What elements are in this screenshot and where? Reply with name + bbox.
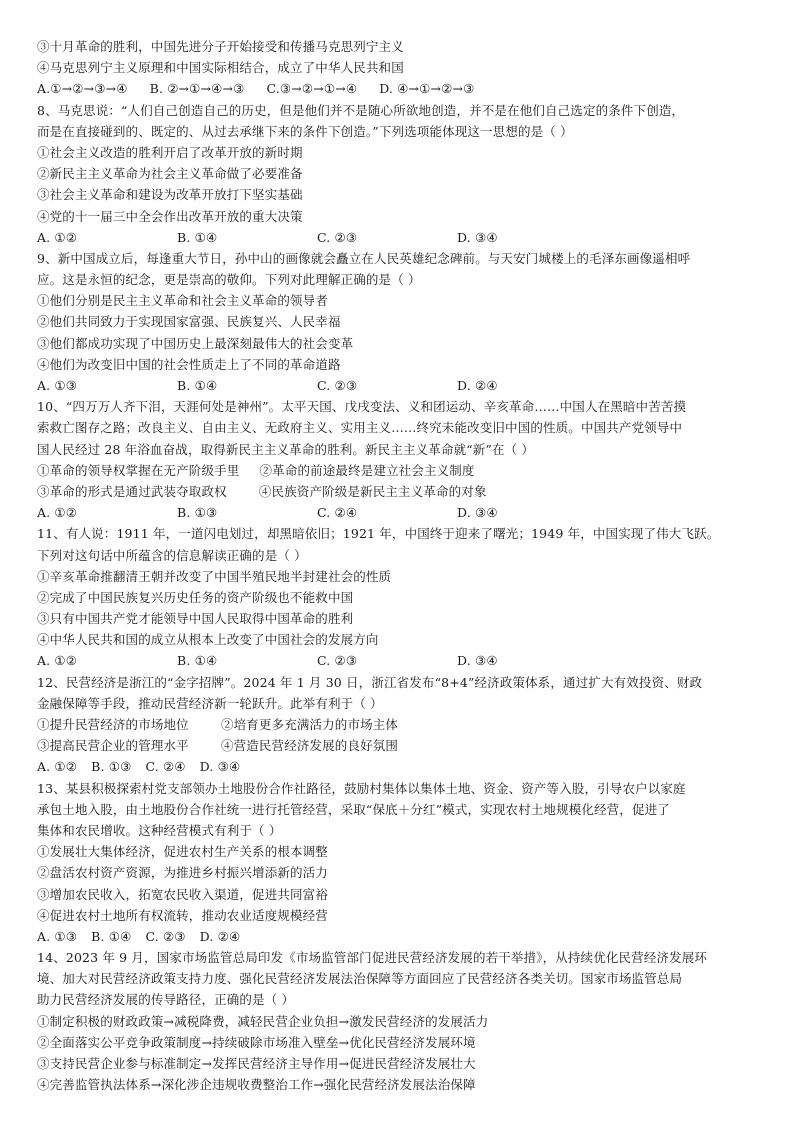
q8-option-d: D. ③④	[457, 229, 498, 245]
q10-items-row-2	[37, 481, 762, 502]
q14-item-1: ①制定积极的财政政策→减税降费，减轻民营企业负担→激发民营经济的发展活力	[37, 1013, 489, 1029]
q10-option-d: D. ③④	[457, 505, 498, 521]
q7-option-a: A.①→②→③→④	[37, 81, 128, 97]
q9-option-d: D. ②④	[457, 378, 498, 393]
q8-item-2: ②新民主主义革命为社会主义革命做了必要准备	[37, 166, 303, 182]
q7-option-d: D. ④→①→②→③	[379, 81, 475, 97]
q13-item-3: ③增加农民收入，拓宽农民收入渠道，促进共同富裕	[37, 886, 328, 902]
q12-item-3: ③提高民营企业的管理水平	[37, 738, 189, 754]
q12-item-4: ④营造民营经济发展的良好氛围	[220, 738, 399, 754]
q14-stem-line-3: 助力民营经济发展的传导路径，正确的是（ ）	[37, 992, 295, 1008]
q13-item-2: ②盘活农村资产资源，为推进乡村振兴增添新的活力	[37, 865, 328, 881]
q10-item-1: ①革命的领导权掌握在无产阶级手里	[37, 462, 240, 478]
q10-options	[37, 502, 762, 523]
q13-stem-line-2: 承包土地入股，由土地股份合作社统一进行托管经营，采取“保底＋分红”模式，实现农村土地规模化经营，促进了	[37, 801, 670, 817]
exam-page	[37, 36, 762, 1095]
q12-items-row-2	[37, 735, 762, 756]
q12-item-2: ②培育更多充满活力的市场主体	[220, 717, 399, 732]
q11-stem-line-1: 11、有人说：1911 年，一道闪电划过，却黑暗依旧；1921 年，中国终于迎来了曙光；1949 年，中国实现了伟大飞跃。	[37, 526, 720, 542]
q7-option-c: C.③→②→①→④	[266, 81, 358, 97]
q12-items-row-1	[37, 714, 762, 735]
q11-item-1: ①辛亥革命推翻清王朝并改变了中国半殖民地半封建社会的性质	[37, 568, 392, 584]
q9-option-c: C. ②③	[317, 378, 358, 393]
q8-stem-line-1: 8、马克思说：“人们自己创造自己的历史，但是他们并不是随心所欲地创造，并不是在他们自己选定的条件下创造，	[37, 102, 685, 118]
q9-item-4: ④他们为改变旧中国的社会性质走上了不同的革命道路	[37, 356, 341, 372]
q13-item-4: ④促进农村土地所有权流转，推动农业适度规模经营	[37, 907, 328, 923]
q10-item-4: ④民族资产阶级是新民主主义革命的对象	[258, 483, 487, 499]
q13-option-a: A. ①③	[37, 928, 78, 944]
q7-item-4: ④马克思列宁主义原理和中国实际相结合，成立了中华人民共和国	[37, 60, 404, 76]
q12-stem-line-1: 12、民营经济是浙江的“金字招牌”。2024 年 1 月 30 日，浙江省发布“8+4”经济政策体系，通过扩大有效投资、财政	[37, 674, 703, 690]
q7-item-3: ③十月革命的胜利，中国先进分子开始接受和传播马克思列宁主义	[37, 39, 404, 54]
q10-stem-line-1: 10、“四万万人齐下泪，天涯何处是神州”。太平天国、戊戌变法、义和团运动、辛亥革命……中国人在黑暗中苦苦摸	[37, 399, 687, 415]
q13-stem-line-1: 13、某县积极探索村党支部领办土地股份合作社路径，鼓励村集体以集体土地、资金、资产等入股，引导农户以家庭	[37, 780, 686, 796]
q13-item-1: ①发展壮大集体经济，促进农村生产关系的根本调整	[37, 844, 328, 860]
q12-option-d: D. ③④	[199, 759, 241, 775]
q14-stem-line-2: 境、加大对民营经济政策支持力度、强化民营经济发展法治保障等方面回应了民营经济各类关切。国家市场监管总局	[37, 971, 683, 987]
q9-option-b: B. ①④	[177, 378, 218, 393]
q10-stem-line-3: 国人民经过 28 年浴血奋战，取得新民主主义革命的胜利。新民主主义革命就“新”在（ ）	[37, 441, 535, 457]
q14-item-2: ②全面落实公平竞争政策制度→持续破除市场准入壁垒→优化民营经济发展环境	[37, 1034, 476, 1050]
q8-option-c: C. ②③	[317, 229, 358, 245]
q9-stem-line-1: 9、新中国成立后，每逢重大节日，孙中山的画像就会矗立在人民英雄纪念碑前。与天安门城楼上的毛泽东画像遥相呼	[37, 250, 691, 266]
q12-option-c: C. ②④	[145, 759, 186, 775]
q11-option-d: D. ③④	[457, 653, 498, 669]
q10-stem-line-2: 索救亡图存之路；改良主义、自由主义、无政府主义、实用主义……终究未能改变旧中国的性质。中国共产党领导中	[37, 420, 683, 436]
q8-item-1: ①社会主义改造的胜利开启了改革开放的新时期	[37, 144, 303, 160]
q9-stem-line-2: 应。这是永恒的纪念，更是崇高的敬仰。下列对此理解正确的是（ ）	[37, 272, 421, 288]
q9-item-1: ①他们分别是民主主义革命和社会主义革命的领导者	[37, 293, 328, 309]
q12-option-b: B. ①③	[91, 759, 132, 775]
q8-stem-line-2: 而是在直接碰到的、既定的、从过去承继下来的条件下创造。”下列选项能体现这一思想的是（ ）	[37, 123, 573, 139]
q12-options	[37, 756, 762, 777]
q14-item-4: ④完善监管执法体系→深化涉企违规收费整治工作→强化民营经济发展法治保障	[37, 1077, 476, 1093]
q11-option-c: C. ②③	[317, 653, 358, 669]
q11-option-a: A. ①②	[37, 653, 78, 669]
q14-stem-line-1: 14、2023 年 9 月，国家市场监管总局印发《市场监管部门促进民营经济发展的若干举措》，从持续优化民营经济发展环	[37, 950, 708, 966]
q13-option-b: B. ①④	[91, 928, 132, 944]
q10-items-row-1	[37, 460, 762, 481]
q11-stem-line-2: 下列对这句话中所蕴含的信息解读正确的是（ ）	[37, 547, 307, 563]
q8-options	[37, 227, 762, 248]
q7-options	[37, 78, 762, 99]
q7-option-b: B. ②→①→④→③	[149, 81, 245, 97]
q10-option-c: C. ②④	[317, 505, 358, 521]
q13-stem-line-3: 集体和农民增收。这种经营模式有利于（ ）	[37, 822, 282, 838]
q9-item-3: ③他们都成功实现了中国历史上最深刻最伟大的社会变革	[37, 335, 354, 351]
q10-option-b: B. ①③	[177, 505, 218, 521]
q8-item-4: ④党的十一届三中全会作出改革开放的重大决策	[37, 208, 303, 224]
q11-item-2: ②完成了中国民族复兴历史任务的资产阶级也不能救中国	[37, 589, 354, 605]
q9-option-a: A. ①③	[37, 378, 78, 393]
q13-option-d: D. ②④	[199, 928, 241, 944]
q12-item-1: ①提升民营经济的市场地位	[37, 717, 189, 732]
q10-item-2: ②革命的前途最终是建立社会主义制度	[259, 462, 475, 478]
q11-options	[37, 650, 762, 671]
q8-item-3: ③社会主义革命和建设为改革开放打下坚实基础	[37, 187, 303, 203]
q12-stem-line-2: 金融保障等手段，推动民营经济新一轮跃升。此举有利于（ ）	[37, 695, 383, 711]
q11-item-4: ④中华人民共和国的成立从根本上改变了中国社会的发展方向	[37, 632, 379, 648]
q13-options	[37, 926, 762, 947]
q9-options	[37, 375, 762, 396]
q13-option-c: C. ②③	[145, 928, 186, 944]
q10-item-3: ③革命的形式是通过武装夺取政权	[37, 483, 227, 499]
q12-option-a: A. ①②	[37, 759, 78, 775]
q11-option-b: B. ①④	[177, 653, 218, 669]
q8-option-a: A. ①②	[37, 229, 78, 245]
q9-item-2: ②他们共同致力于实现国家富强、民族复兴、人民幸福	[37, 314, 341, 330]
q14-item-3: ③支持民营企业参与标准制定→发挥民营经济主导作用→促进民营经济发展壮大	[37, 1056, 476, 1071]
q10-option-a: A. ①②	[37, 505, 78, 521]
q11-item-3: ③只有中国共产党才能领导中国人民取得中国革命的胜利	[37, 611, 354, 627]
q8-option-b: B. ①④	[177, 229, 218, 245]
